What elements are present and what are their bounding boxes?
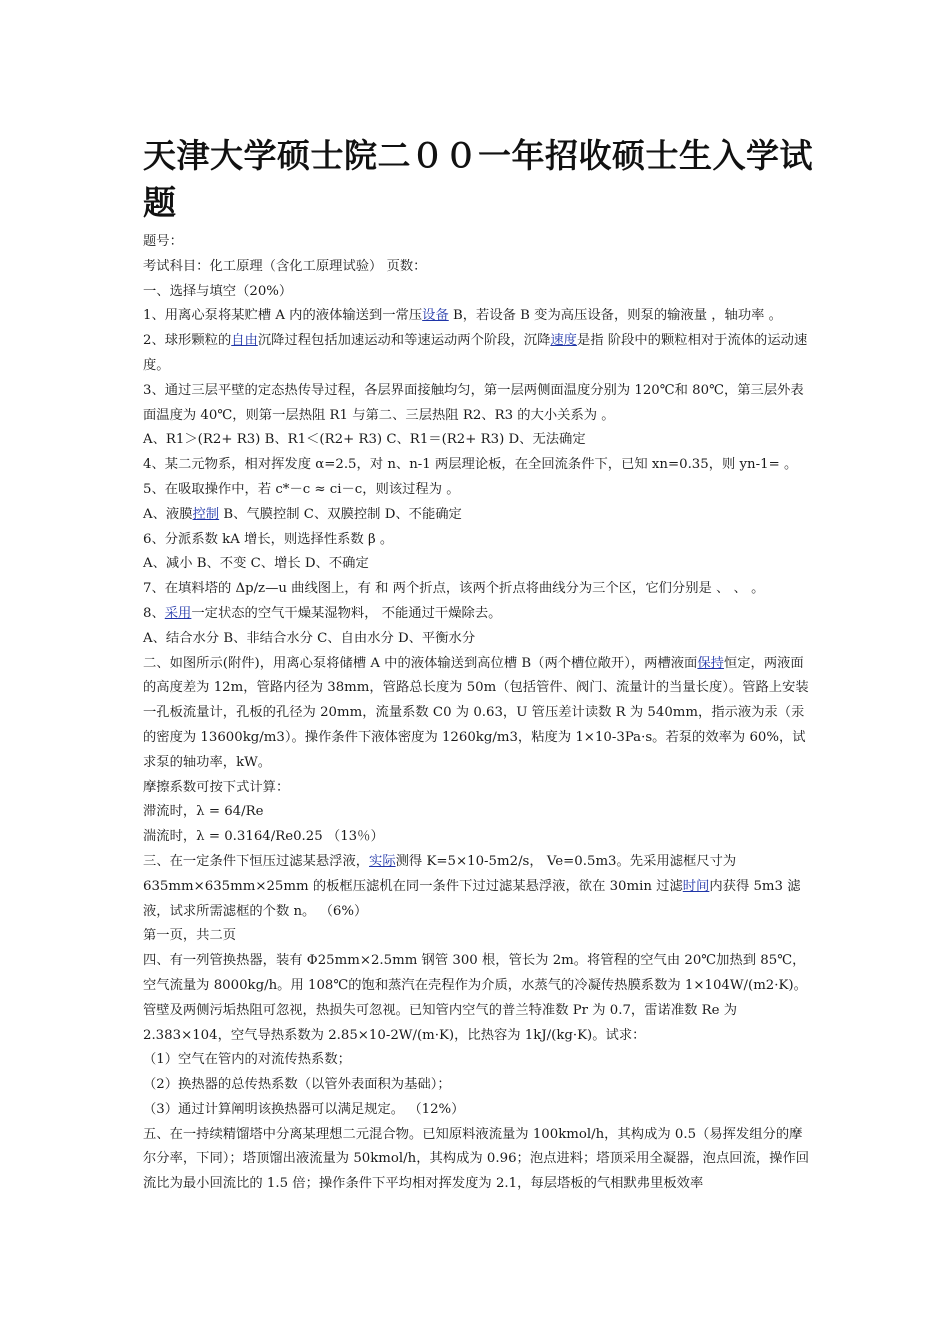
- paragraph-24: [143, 1098, 813, 1123]
- paragraph-9: [143, 503, 813, 528]
- paragraph-8: [143, 478, 813, 503]
- paragraph-text: B，若设备 B 变为高压设备，则泵的输液量 ，轴功率 。: [448, 308, 782, 324]
- paragraph-text: （2）换热器的总传热系数（以管外表面积为基础）；: [143, 1077, 451, 1093]
- paragraph-16: [143, 776, 813, 801]
- document-body: [143, 230, 813, 1197]
- paragraph-text: 6、分派系数 kA 增长，则选择性系数 β 。: [143, 531, 394, 547]
- paragraph-text: （3）通过计算阐明该换热器可以满足规定。 （12%）: [143, 1101, 465, 1117]
- paragraph-22: [143, 1048, 813, 1073]
- paragraph-4: [143, 329, 813, 379]
- paragraph-15: [143, 652, 813, 776]
- paragraph-text: 滞流时，λ = 64/Re: [143, 804, 264, 820]
- paragraph-2: [143, 280, 813, 305]
- paragraph-12: [143, 577, 813, 602]
- paragraph-text: 考试科目：化工原理（含化工原理试验） 页数：: [143, 258, 427, 274]
- document-page: [143, 132, 813, 1197]
- paragraph-text: A、R1＞(R2+ R3) B、R1＜(R2+ R3) C、R1＝(R2+ R3) D、无法确定: [143, 432, 586, 448]
- paragraph-20: [143, 924, 813, 949]
- paragraph-3: [143, 304, 813, 329]
- inline-link[interactable]: 自由: [231, 333, 258, 349]
- paragraph-text: 五、在一持续精馏塔中分离某理想二元混合物。已知原料液流量为 100kmol/h，其构成为 0.5（易挥发组分的摩尔分率，下同）；塔顶馏出液流量为 50kmol/h，其构成为 0.96；泡点进料；塔顶采用全凝器，泡点回流，操作回流比为最小回流比的 1.5 倍；操作条件下平均相对挥发度为 2.1，每层塔板的气相默弗里板效率: [143, 1126, 810, 1192]
- paragraph-19: [143, 850, 813, 924]
- paragraph-10: [143, 528, 813, 553]
- paragraph-text: 2、球形颗粒的: [143, 333, 232, 349]
- paragraph-17: [143, 800, 813, 825]
- paragraph-text: 7、在填料塔的 Δp/z—u 曲线图上，有 和 两个折点，该两个折点将曲线分为三个区，它们分别是 、 、 。: [143, 581, 765, 597]
- inline-link[interactable]: 时间: [682, 878, 710, 894]
- paragraph-text: 测得 K=5×10-5m2/s， Ve=0.5m3。先采用滤框尺寸为 635mm×635mm×25mm 的板框压滤机在同一条件下过过滤某悬浮液，欲在 30min 过滤: [143, 853, 737, 894]
- paragraph-text: 5、在吸取操作中，若 c*－c ≈ ci－c，则该过程为 。: [143, 481, 460, 497]
- paragraph-text: 题号：: [143, 234, 183, 249]
- paragraph-23: [143, 1073, 813, 1098]
- paragraph-text: 1、用离心泵将某贮槽 A 内的液体输送到一常压: [143, 308, 423, 324]
- paragraph-text: 沉降过程包括加速运动和等速运动两个阶段，沉降: [257, 333, 551, 349]
- paragraph-14: [143, 627, 813, 652]
- paragraph-text: 湍流时，λ = 0.3164/Re0.25 （13％）: [143, 829, 384, 845]
- paragraph-text: 是指 阶段中的颗粒相对于流体的运动速度。: [143, 333, 808, 373]
- paragraph-text: B、气膜控制 C、双膜控制 D、不能确定: [219, 506, 462, 522]
- paragraph-text: （1）空气在管内的对流传热系数；: [143, 1052, 351, 1068]
- paragraph-text: 一定状态的空气干燥某湿物料， 不能通过干燥除去。: [191, 605, 502, 621]
- paragraph-text: 三、在一定条件下恒压过滤某悬浮液，: [143, 853, 370, 869]
- paragraph-11: [143, 552, 813, 577]
- paragraph-text: 一、选择与填空（20%）: [143, 283, 293, 299]
- paragraph-text: 8、: [143, 605, 165, 621]
- paragraph-text: 3、通过三层平壁的定态热传导过程，各层界面接触均匀，第一层两侧面温度分别为 120℃和 80℃，第三层外表面温度为 40℃，则第一层热阻 R1 与第二、三层热阻 R2、R3 的大小关系为 。: [143, 382, 804, 423]
- paragraph-text: 摩擦系数可按下式计算：: [143, 779, 290, 795]
- inline-link[interactable]: 实际: [369, 853, 396, 869]
- paragraph-text: 第一页，共二页: [143, 928, 237, 944]
- paragraph-1: [143, 255, 813, 280]
- paragraph-21: [143, 949, 813, 1048]
- paragraph-13: [143, 602, 813, 627]
- document-title: 天津大学硕士院二００一年招收硕士生入学试题: [143, 136, 813, 222]
- inline-link[interactable]: 采用: [164, 605, 192, 621]
- paragraph-text: 4、某二元物系，相对挥发度 α=2.5，对 n、n-1 两层理论板，在全回流条件下，已知 xn=0.35，则 yn-1= 。: [143, 457, 798, 473]
- paragraph-text: A、液膜: [143, 506, 193, 522]
- paragraph-18: [143, 825, 813, 850]
- inline-link[interactable]: 速度: [550, 333, 577, 349]
- paragraph-7: [143, 453, 813, 478]
- paragraph-6: [143, 428, 813, 453]
- paragraph-text: A、减小 B、不变 C、增长 D、不确定: [143, 556, 369, 572]
- inline-link[interactable]: 控制: [192, 506, 220, 522]
- paragraph-text: 内获得 5m3 滤液，试求所需滤框的个数 n。 （6%）: [143, 878, 801, 919]
- paragraph-0: [143, 230, 813, 255]
- paragraph-text: 恒定，两液面的高度差为 12m，管路内径为 38mm，管路总长度为 50m（包括管件、阀门、流量计的当量长度）。管路上安装一孔板流量计，孔板的孔径为 20mm，流量系数 C0 为 0.63，U 管压差计读数 R 为 540mm，指示液为汞（汞的密度为 13600kg/m3）。操作条件下液体密度为 1260kg/m3，粘度为 1×10-3Pa·s。若泵的效率为 60%，试求泵的轴功率，kW。: [143, 655, 809, 770]
- paragraph-text: 四、有一列管换热器，装有 Φ25mm×2.5mm 钢管 300 根，管长为 2m。将管程的空气由 20℃加热到 85℃，空气流量为 8000kg/h。用 108℃的饱和蒸汽在壳程作为介质，水蒸气的冷凝传热膜系数为 1×104W/(m2·K)。管壁及两侧污垢热阻可忽视，热损失可忽视。已知管内空气的普兰特准数 Pr 为 0.7，雷诺准数 Re 为 2.383×104，空气导热系数为 2.85×10-2W/(m·K)，比热容为 1kJ/(kg·K)。试求：: [143, 953, 807, 1043]
- inline-link[interactable]: 设备: [422, 308, 449, 324]
- paragraph-text: 二、如图所示(附件)，用离心泵将储槽 A 中的液体输送到高位槽 B（两个槽位敞开），两槽液面: [143, 655, 698, 671]
- paragraph-5: [143, 379, 813, 429]
- paragraph-25: [143, 1123, 813, 1197]
- inline-link[interactable]: 保持: [697, 655, 724, 671]
- paragraph-text: A、结合水分 B、非结合水分 C、自由水分 D、平衡水分: [143, 630, 476, 646]
